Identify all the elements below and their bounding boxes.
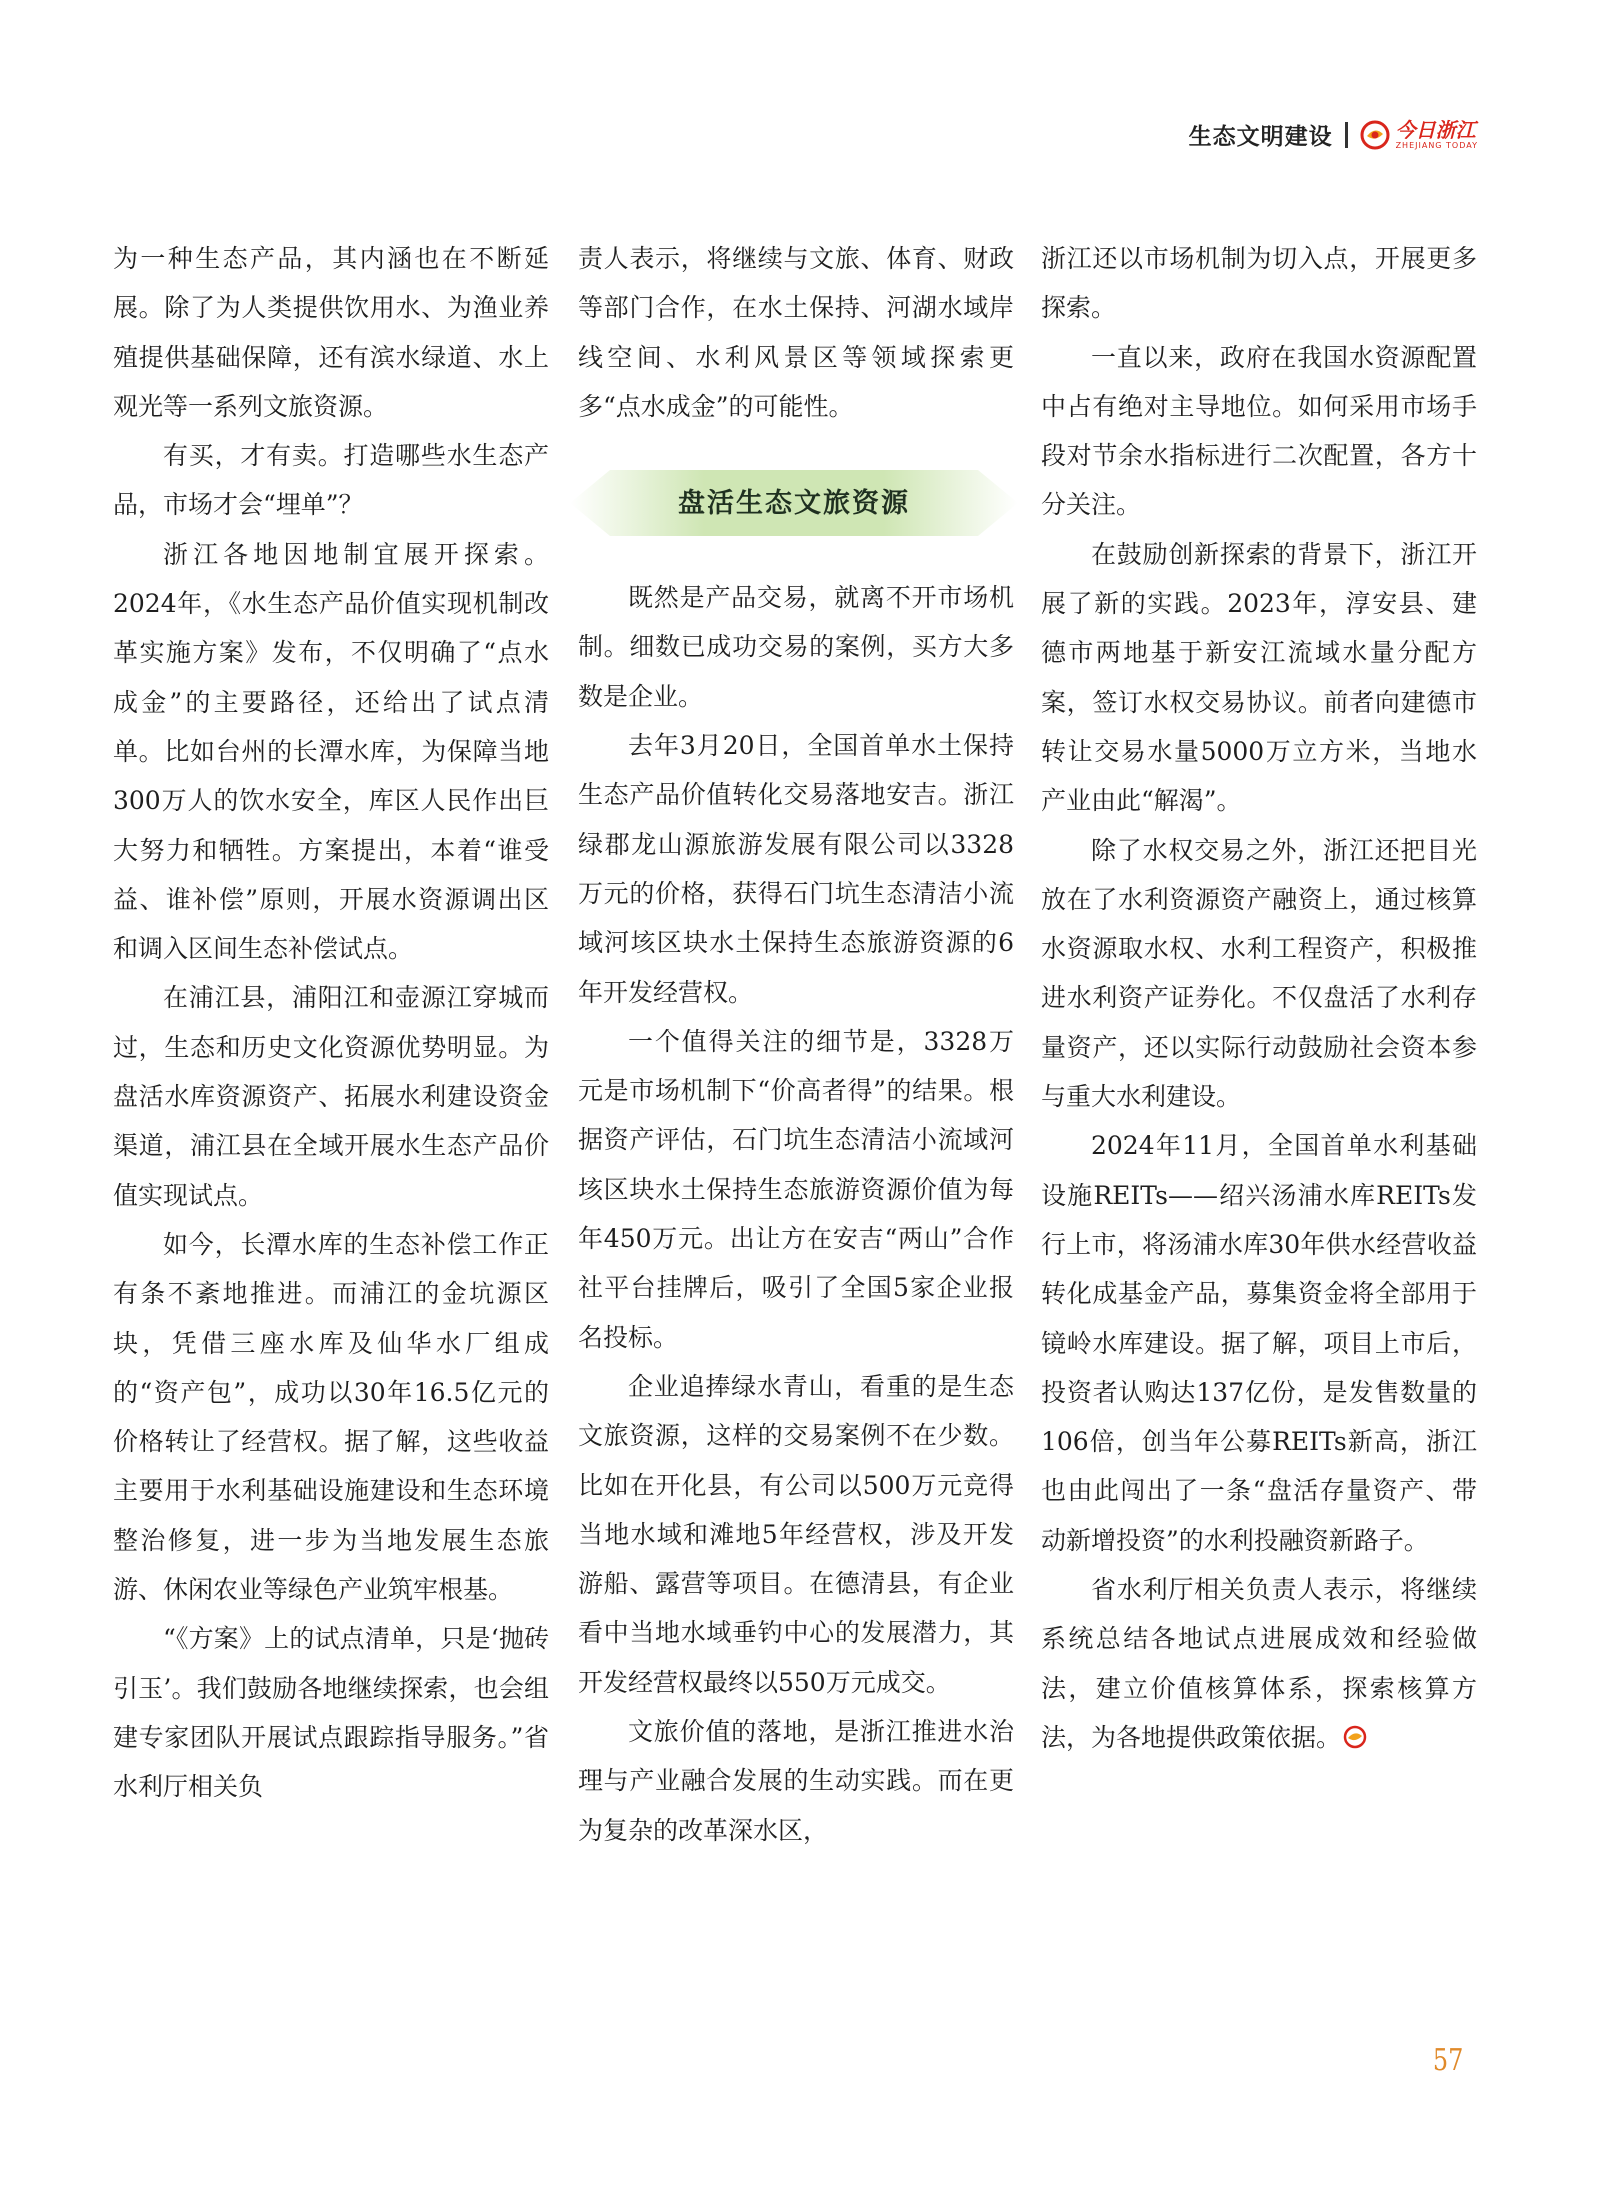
paragraph: 浙江还以市场机制为切入点，开展更多探索。 <box>1041 244 1477 323</box>
page-number: 57 <box>1432 2043 1464 2078</box>
paragraph: 浙江各地因地制宜展开探索。2024年，《水生态产品价值实现机制改革实施方案》发布，不仅明确了“点水成金”的主要路径，还给出了试点清单。比如台州的长潭水库，为保障当地300万人的饮水安全，库区人民作出巨大努力和牺牲。方案提出，本着“谁受益、谁补偿”原则，开展水资源调出区和调入区间生态补偿试点。 <box>113 539 549 964</box>
paragraph: 去年3月20日，全国首单水土保持生态产品价值转化交易落地安吉。浙江绿郡龙山源旅游发展有限公司以3328万元的价格，获得石门坑生态清洁小流域河垓区块水土保持生态旅游资源的6年开发经营权。 <box>578 731 1014 1007</box>
paragraph: 一个值得关注的细节是，3328万元是市场机制下“价高者得”的结果。根据资产评估，石门坑生态清洁小流域河垓区块水土保持生态旅游资源价值为每年450万元。出让方在安吉“两山”合作社平台挂牌后，吸引了全国5家企业报名投标。 <box>578 1026 1014 1352</box>
logo-chinese-name: 今日浙江 <box>1395 117 1476 142</box>
end-mark-icon <box>1343 1725 1367 1749</box>
paragraph-text: 省水利厅相关负责人表示，将继续系统总结各地试点进展成效和经验做法，建立价值核算体系，探索核算方法，为各地提供政策依据。 <box>1041 1575 1477 1752</box>
paragraph: 2024年11月，全国首单水利基础设施REITs——绍兴汤浦水库REITs发行上市，将汤浦水库30年供水经营收益转化成基金产品，募集资金将全部用于镜岭水库建设。据了解，项目上市后，投资者认购达137亿份，是发售数量的106倍，创当年公募REITs新高，浙江也由此闯出了一条“盘活存量资产、带动新增投资”的水利投融资新路子。 <box>1041 1131 1477 1555</box>
paragraph: 在鼓励创新探索的背景下，浙江开展了新的实践。2023年，淳安县、建德市两地基于新安江流域水量分配方案，签订水权交易协议。前者向建德市转让交易水量5000万立方米，当地水产业由此“解渴”。 <box>1041 539 1477 816</box>
header-divider <box>1345 122 1348 148</box>
paragraph: 如今，长潭水库的生态补偿工作正有条不紊地推进。而浦江的金坑源区块，凭借三座水库及仙华水厂组成的“资产包”，成功以30年16.5亿元的价格转让了经营权。据了解，这些收益主要用于水利基础设施建设和生态环境整治修复，进一步为当地发展生态旅游、休闲农业等绿色产业筑牢根基。 <box>113 1229 549 1605</box>
subheading-text: 盘活生态文旅资源 <box>678 487 910 519</box>
paragraph: 有买，才有卖。打造哪些水生态产品，市场才会“埋单”？ <box>113 441 549 520</box>
zhejiang-today-logo-icon <box>1360 120 1390 150</box>
column-left <box>113 234 549 1812</box>
paragraph: “《方案》上的试点清单，只是‘抛砖引玉’。我们鼓励各地继续探索，也会组建专家团队开展试点跟踪指导服务。”省水利厅相关负 <box>113 1624 549 1802</box>
section-subheading <box>570 470 1018 536</box>
final-paragraph <box>1041 1565 1477 1762</box>
page-header <box>1189 118 1478 151</box>
column-middle <box>578 234 1014 1855</box>
paragraph: 除了水权交易之外，浙江还把目光放在了水利资源资产融资上，通过核算水资源取水权、水利工程资产，积极推进水利资产证券化。不仅盘活了水利存量资产，还以实际行动鼓励社会资本参与重大水利建设。 <box>1041 835 1477 1112</box>
paragraph: 企业追捧绿水青山，看重的是生态文旅资源，这样的交易案例不在少数。比如在开化县，有公司以500万元竞得当地水域和滩地5年经营权，涉及开发游船、露营等项目。在德清县，有企业看中当地水域垂钓中心的发展潜力，其开发经营权最终以550万元成交。 <box>578 1371 1014 1697</box>
paragraph: 既然是产品交易，就离不开市场机制。细数已成功交易的案例，买方大多数是企业。 <box>578 583 1014 711</box>
paragraph: 一直以来，政府在我国水资源配置中占有绝对主导地位。如何采用市场手段对节余水指标进行二次配置，各方十分关注。 <box>1041 342 1477 520</box>
magazine-logo <box>1360 117 1478 150</box>
logo-english-name: ZHEJIANG TODAY <box>1395 140 1478 150</box>
paragraph: 责人表示，将继续与文旅、体育、财政等部门合作，在水土保持、河湖水域岸线空间、水利风景区等领域探索更多“点水成金”的可能性。 <box>578 244 1014 421</box>
paragraph: 文旅价值的落地，是浙江推进水治理与产业融合发展的生动实践。而在更为复杂的改革深水区， <box>578 1717 1014 1845</box>
paragraph: 为一种生态产品，其内涵也在不断延展。除了为人类提供饮用水、为渔业养殖提供基础保障，还有滨水绿道、水上观光等一系列文旅资源。 <box>113 244 549 421</box>
column-right <box>1041 234 1477 1762</box>
section-name: 生态文明建设 <box>1188 124 1333 150</box>
paragraph: 在浦江县，浦阳江和壶源江穿城而过，生态和历史文化资源优势明显。为盘活水库资源资产、拓展水利建设资金渠道，浦江县在全域开展水生态产品价值实现试点。 <box>113 983 549 1210</box>
